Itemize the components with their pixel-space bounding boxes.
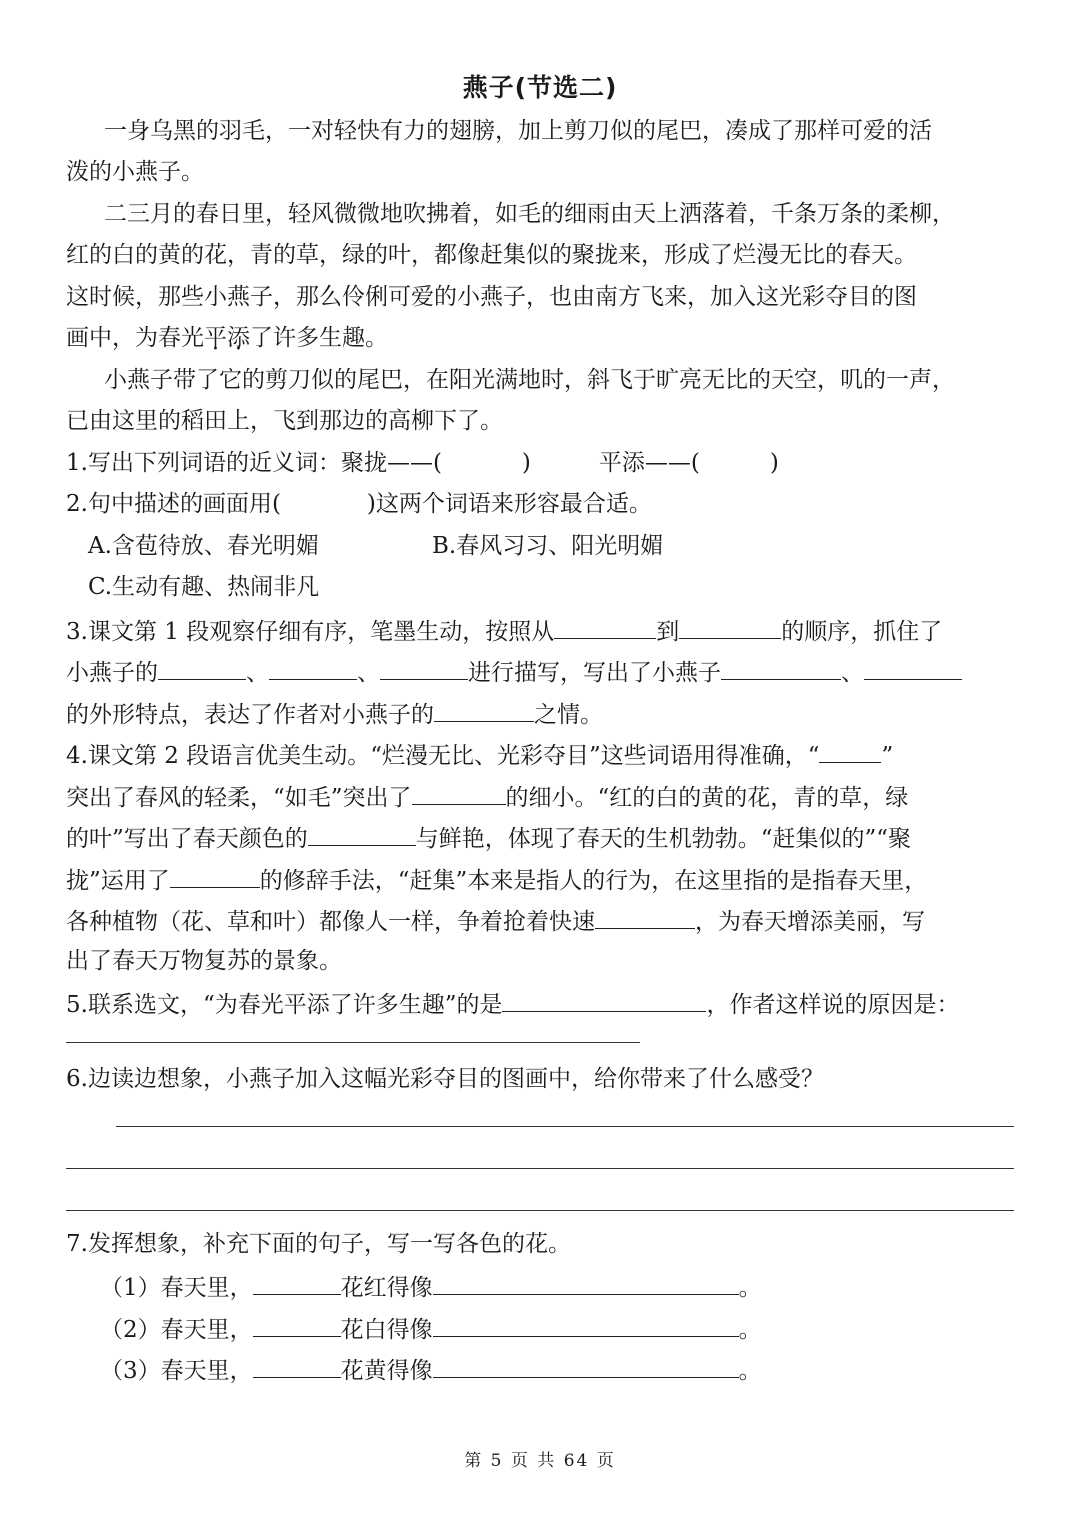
question-4-cont bbox=[66, 821, 1016, 854]
fill-blank[interactable] bbox=[595, 904, 695, 929]
question-text: 1.写出下列词语的近义词：聚拢——( bbox=[66, 450, 442, 476]
question-text: 、 bbox=[246, 660, 269, 686]
question-text: ” bbox=[881, 743, 894, 769]
question-6: 6.边读边想象，小燕子加入这幅光彩夺目的图画中，给你带来了什么感受？ bbox=[66, 1066, 824, 1092]
passage-text: 画中，为春光 bbox=[66, 325, 204, 351]
question-text: 平添——( bbox=[598, 450, 700, 476]
page-title: 燕子(节选二) bbox=[462, 73, 618, 102]
emphasis-char: 添 bbox=[227, 325, 250, 351]
passage-line: 一身乌黑的羽毛，一对轻快有力的翅膀，加上剪刀似的尾巴，凑成了那样可爱的活 bbox=[104, 118, 932, 144]
fill-blank[interactable] bbox=[434, 697, 534, 722]
question-text: 进行描写，写出了小燕子 bbox=[468, 660, 721, 686]
fill-blank[interactable] bbox=[253, 1353, 341, 1378]
question-text: 的外形特点，表达了作者对小燕子的 bbox=[66, 702, 434, 728]
question-7: 7.发挥想象，补充下面的句子，写一写各色的花。 bbox=[66, 1231, 571, 1257]
fill-blank[interactable] bbox=[679, 614, 781, 639]
item-label: （3）春天里， bbox=[100, 1358, 253, 1384]
question-text: 、 bbox=[841, 660, 864, 686]
fill-blank[interactable] bbox=[380, 655, 468, 680]
answer-line[interactable] bbox=[116, 1126, 1014, 1127]
fill-blank[interactable] bbox=[308, 821, 416, 846]
question-text: 小燕子的 bbox=[66, 660, 158, 686]
fill-blank[interactable] bbox=[170, 863, 260, 888]
answer-line[interactable] bbox=[66, 1042, 640, 1043]
question-4-cont bbox=[66, 904, 1016, 937]
question-text: 到 bbox=[656, 619, 680, 645]
item-text: 。 bbox=[738, 1275, 762, 1301]
question-text: 的顺序，抓住了 bbox=[781, 619, 943, 645]
question-text: 、 bbox=[357, 660, 380, 686]
fill-blank[interactable] bbox=[502, 987, 706, 1012]
fill-blank[interactable] bbox=[433, 1270, 739, 1295]
option-c: C.生动有趣、热闹非凡 bbox=[88, 574, 320, 600]
item-text: 花白得像 bbox=[340, 1317, 433, 1343]
question-text: 的修辞手法，“赶集”本来是指人的行为，在这里指的是指春天里， bbox=[259, 868, 928, 894]
question-text: 各种植物（花、草和叶）都像人一样，争着抢着快速 bbox=[66, 909, 595, 935]
passage-line: 这时候，那些小燕子，那么伶俐可爱的小燕子，也由南方飞来，加入这光彩夺目的图 bbox=[66, 284, 917, 310]
question-text: 拢”运用了 bbox=[66, 868, 170, 894]
question-3 bbox=[66, 614, 1016, 647]
passage-text: 了许多生趣。 bbox=[250, 325, 388, 351]
passage-line bbox=[66, 323, 1016, 353]
fill-blank[interactable] bbox=[158, 655, 246, 680]
fill-blank[interactable] bbox=[554, 614, 656, 639]
question-text: )这两个词语来形容最合适。 bbox=[366, 491, 652, 517]
page-footer: 第 5 页 共 64 页 bbox=[464, 1451, 616, 1471]
question-text: ) bbox=[521, 450, 531, 476]
item-text: 花黄得像 bbox=[340, 1358, 433, 1384]
question-2 bbox=[66, 489, 1016, 519]
fill-blank[interactable] bbox=[269, 655, 357, 680]
question-3-cont bbox=[66, 655, 1016, 688]
sentence-item bbox=[100, 1353, 1000, 1386]
passage-line: 泼的小燕子。 bbox=[66, 159, 204, 185]
item-text: 。 bbox=[738, 1317, 762, 1343]
fill-blank[interactable] bbox=[819, 738, 881, 763]
question-4-cont bbox=[66, 780, 1016, 813]
question-text: ) bbox=[769, 450, 779, 476]
question-text: 4.课文第 2 段语言优美生动。“烂漫无比、光彩夺目”这些词语用得准确，“ bbox=[66, 743, 820, 769]
sentence-item bbox=[100, 1312, 1000, 1345]
question-4-cont: 出了春天万物复苏的景象。 bbox=[66, 948, 342, 974]
item-label: （2）春天里， bbox=[100, 1317, 253, 1343]
fill-blank[interactable] bbox=[412, 780, 506, 805]
sentence-item bbox=[100, 1270, 1000, 1303]
passage-line: 已由这里的稻田上，飞到那边的高柳下了。 bbox=[66, 408, 503, 434]
answer-line[interactable] bbox=[66, 1210, 1014, 1211]
question-text: 突出了春风的轻柔，“如毛”突出了 bbox=[66, 785, 412, 811]
question-text: 2.句中描述的画面用( bbox=[66, 491, 281, 517]
passage-line: 小燕子带了它的剪刀似的尾巴，在阳光满地时，斜飞于旷亮无比的天空，叽的一声， bbox=[104, 367, 955, 393]
item-text: 。 bbox=[738, 1358, 762, 1384]
item-label: （1）春天里， bbox=[100, 1275, 253, 1301]
question-text: 5.联系选文，“为春光平添了许多生趣”的是 bbox=[66, 992, 503, 1018]
question-text: 与鲜艳，体现了春天的生机勃勃。“赶集似的”“聚 bbox=[415, 826, 912, 852]
question-3-cont bbox=[66, 697, 1016, 730]
fill-blank[interactable] bbox=[433, 1353, 739, 1378]
emphasis-char: 平 bbox=[204, 325, 227, 351]
fill-blank[interactable] bbox=[721, 655, 841, 680]
question-text: 的叶”写出了春天颜色的 bbox=[66, 826, 308, 852]
fill-blank[interactable] bbox=[433, 1312, 739, 1337]
question-4 bbox=[66, 738, 1016, 771]
option-a: A.含苞待放、春光明媚 bbox=[88, 533, 319, 559]
passage-line: 二三月的春日里，轻风微微地吹拂着，如毛的细雨由天上洒落着，千条万条的柔柳， bbox=[104, 201, 955, 227]
question-1 bbox=[66, 448, 1016, 478]
question-text: 的细小。“红的白的黄的花，青的草，绿 bbox=[505, 785, 909, 811]
fill-blank[interactable] bbox=[253, 1270, 341, 1295]
passage-line: 红的白的黄的花，青的草，绿的叶，都像赶集似的聚拢来，形成了烂漫无比的春天。 bbox=[66, 242, 917, 268]
question-text: 3.课文第 1 段观察仔细有序，笔墨生动，按照从 bbox=[66, 619, 555, 645]
item-text: 花红得像 bbox=[340, 1275, 433, 1301]
option-b: B.春风习习、阳光明媚 bbox=[432, 533, 664, 559]
question-text: 之情。 bbox=[534, 702, 603, 728]
fill-blank[interactable] bbox=[864, 655, 962, 680]
question-text: ，作者这样说的原因是： bbox=[706, 992, 960, 1018]
question-text: ，为春天增添美丽，写 bbox=[695, 909, 925, 935]
question-4-cont bbox=[66, 863, 1016, 896]
question-5 bbox=[66, 987, 1016, 1020]
answer-line[interactable] bbox=[66, 1168, 1014, 1169]
fill-blank[interactable] bbox=[253, 1312, 341, 1337]
